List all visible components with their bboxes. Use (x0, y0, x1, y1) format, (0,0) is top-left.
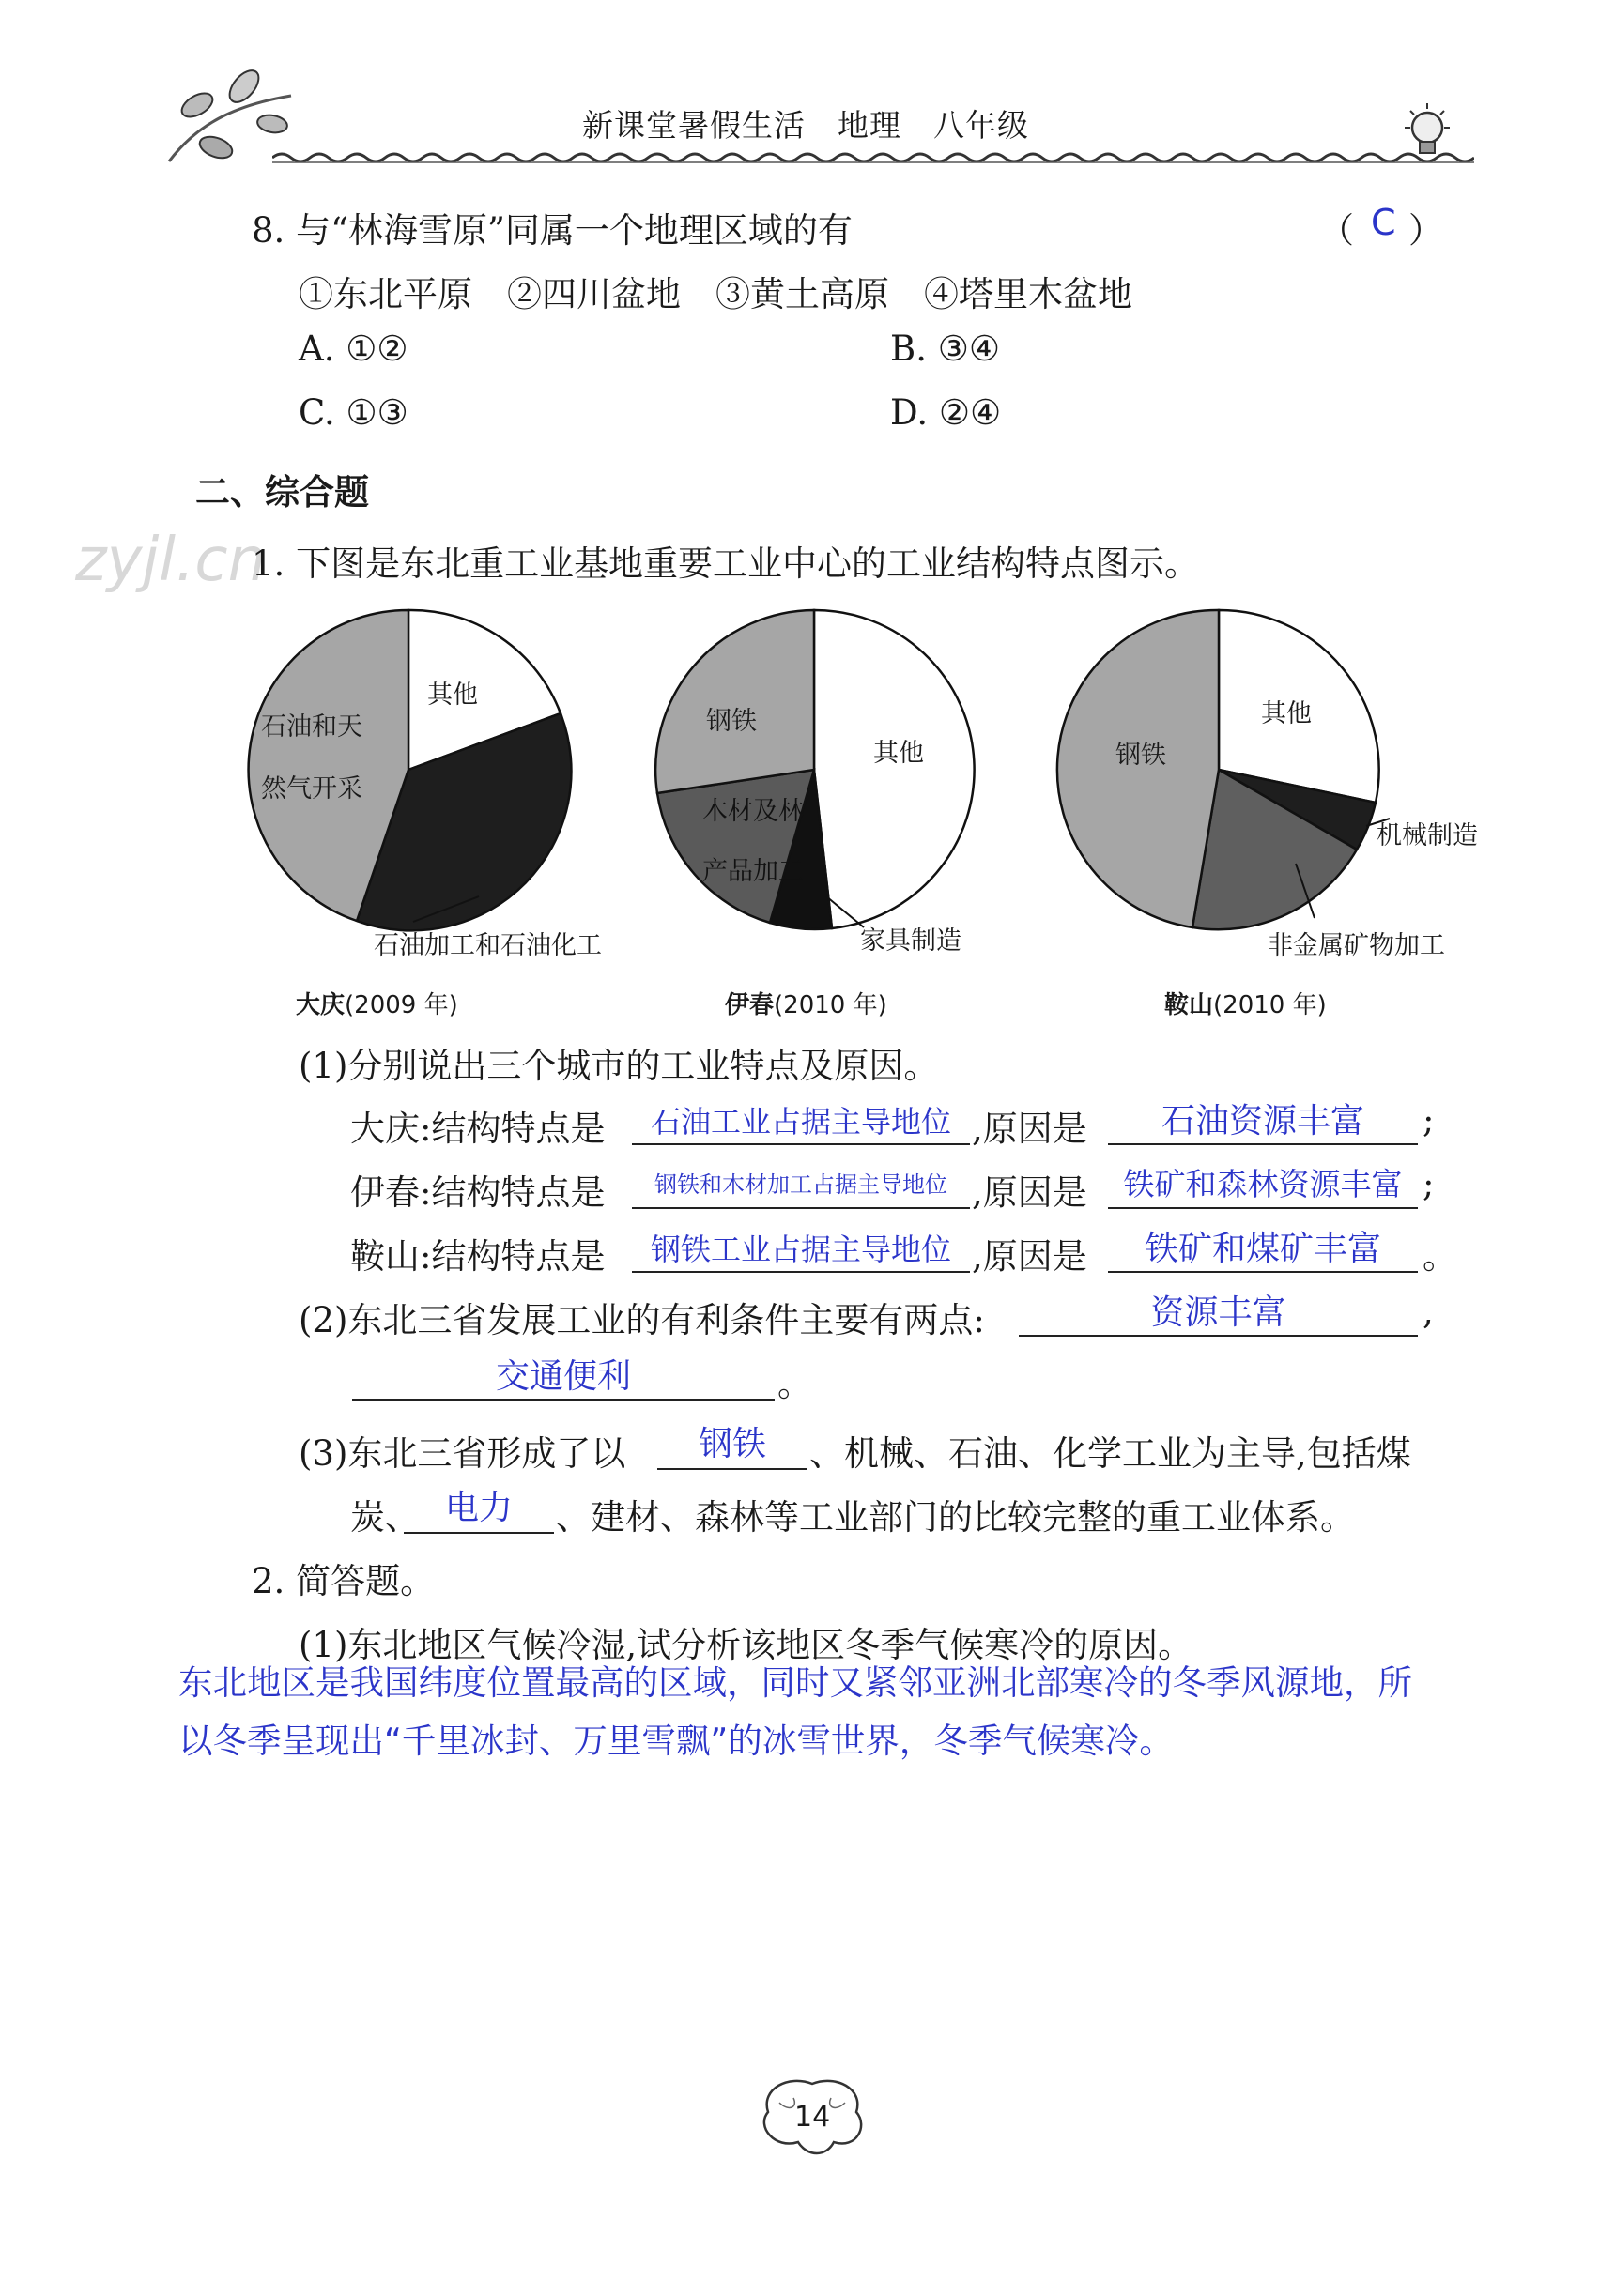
caption-city: 大庆 (296, 991, 346, 1019)
c2-answer-line-1: 东北地区是我国纬度位置最高的区域，同时又紧邻亚洲北部寒冷的冬季风源地，所 (178, 1662, 1412, 1703)
answer-text: 钢铁工业占据主导地位 (650, 1232, 951, 1267)
yichun-label-qita: 其他 (873, 739, 924, 768)
anshan-reason-answer (1108, 1222, 1418, 1273)
answer-text: 资源丰富 (1150, 1293, 1286, 1332)
yichun-reason-label: ,原因是 (972, 1172, 1087, 1213)
lightbulb-icon (1399, 101, 1455, 167)
answer-text: 交通便利 (495, 1357, 631, 1396)
c2-answer-line-2: 以冬季呈现出“千里冰封、万里雪飘”的冰雪世界，冬季气候寒冷。 (178, 1721, 1174, 1761)
daqing-end: ; (1423, 1100, 1435, 1140)
p2-answer-2 (352, 1350, 775, 1401)
q8-paren-open: （ (1319, 210, 1354, 251)
p2-answer-1 (1019, 1286, 1418, 1337)
caption-year: (2010 年) (774, 991, 887, 1019)
p3-mid: 、机械、石油、化学工业为主导,包括煤 (809, 1433, 1411, 1474)
answer-text: 钢铁 (698, 1425, 766, 1463)
yichun-end: ; (1423, 1164, 1435, 1204)
answer-text: 铁矿和煤矿丰富 (1144, 1230, 1381, 1268)
p3-answer-2 (404, 1481, 554, 1534)
answer-text: 石油工业占据主导地位 (650, 1104, 951, 1140)
page-number: 14 (794, 2101, 831, 2134)
q8-option-d: D. ②④ (890, 392, 1002, 433)
q8-items: ①东北平原 ②四川盆地 ③黄土高原 ④塔里木盆地 (299, 274, 1132, 314)
yichun-label-steel: 钢铁 (706, 707, 757, 736)
anshan-feature-answer (632, 1226, 970, 1273)
daqing-label-oil-1: 石油和天 (261, 712, 362, 742)
pie-anshan (1057, 610, 1379, 929)
daqing-label-qita: 其他 (427, 681, 478, 710)
watermark: zyjl.cn (75, 526, 267, 595)
q8-answer: C (1371, 202, 1396, 243)
anshan-end: 。 (1423, 1236, 1457, 1277)
daqing-label-petro: 石油加工和石油化工 (374, 931, 602, 960)
p2-comma: , (1423, 1292, 1434, 1332)
p3-pre: (3)东北三省形成了以 (299, 1433, 626, 1474)
daqing-reason-answer (1108, 1094, 1418, 1145)
p1-prompt: (1)分别说出三个城市的工业特点及原因。 (299, 1046, 939, 1086)
q8-option-a: A. ①② (299, 329, 408, 369)
caption-yichun (725, 986, 887, 1020)
p2-end: 。 (777, 1364, 812, 1404)
anshan-label-qita: 其他 (1261, 699, 1312, 728)
anshan-label-nonmetal: 非金属矿物加工 (1268, 931, 1445, 960)
header-title: 新课堂暑假生活 地理 八年级 (582, 107, 1029, 144)
daqing-feature-label: 大庆:结构特点是 (350, 1109, 606, 1149)
c2-title: 2. 简答题。 (252, 1561, 436, 1601)
caption-anshan (1164, 986, 1327, 1020)
anshan-feature-label: 鞍山:结构特点是 (350, 1236, 606, 1277)
yichun-feature-label: 伊春:结构特点是 (350, 1172, 606, 1213)
q8-option-b: B. ③④ (890, 329, 1001, 369)
q8-paren-close: ） (1408, 210, 1443, 251)
p3-answer-1 (657, 1417, 808, 1470)
q8-option-c: C. ①③ (299, 392, 408, 433)
answer-text: 钢铁和木材加工占据主导地位 (654, 1171, 947, 1198)
section-title: 二、综合题 (195, 472, 369, 513)
answer-text: 铁矿和森林资源丰富 (1123, 1166, 1403, 1202)
yichun-label-wood-2: 产品加工 (702, 857, 804, 886)
daqing-feature-answer (632, 1098, 970, 1145)
yichun-label-wood-1: 木材及林 (702, 797, 804, 826)
caption-city: 伊春 (725, 991, 775, 1019)
page-number-badge (751, 2074, 873, 2159)
answer-text: 电力 (444, 1489, 513, 1527)
daqing-reason-label: ,原因是 (972, 1109, 1087, 1149)
caption-daqing (296, 986, 458, 1020)
caption-city: 鞍山 (1164, 991, 1214, 1019)
yichun-feature-answer (632, 1166, 970, 1209)
c1-stem: 1. 下图是东北重工业基地重要工业中心的工业结构特点图示。 (252, 543, 1200, 584)
header-rule (272, 148, 1474, 167)
caption-year: (2009 年) (345, 991, 458, 1019)
caption-year: (2010 年) (1213, 991, 1327, 1019)
p3-line2-pre: 炭、 (350, 1497, 420, 1538)
p2-prompt: (2)东北三省发展工业的有利条件主要有两点: (299, 1300, 985, 1340)
anshan-reason-label: ,原因是 (972, 1236, 1087, 1277)
daqing-label-oil-2: 然气开采 (261, 774, 362, 804)
anshan-label-machinery: 机械制造 (1377, 821, 1478, 850)
q8-stem: 8. 与“林海雪原”同属一个地理区域的有 (252, 210, 853, 251)
yichun-label-furniture: 家具制造 (860, 926, 961, 956)
anshan-label-steel: 钢铁 (1115, 741, 1166, 770)
answer-text: 石油资源丰富 (1161, 1102, 1364, 1140)
c2-q1: (1)东北地区气候冷湿,试分析该地区冬季气候寒冷的原因。 (299, 1625, 1193, 1665)
yichun-reason-answer (1108, 1160, 1418, 1209)
p3-line2-end: 、建材、森林等工业部门的比较完整的重工业体系。 (556, 1497, 1355, 1538)
